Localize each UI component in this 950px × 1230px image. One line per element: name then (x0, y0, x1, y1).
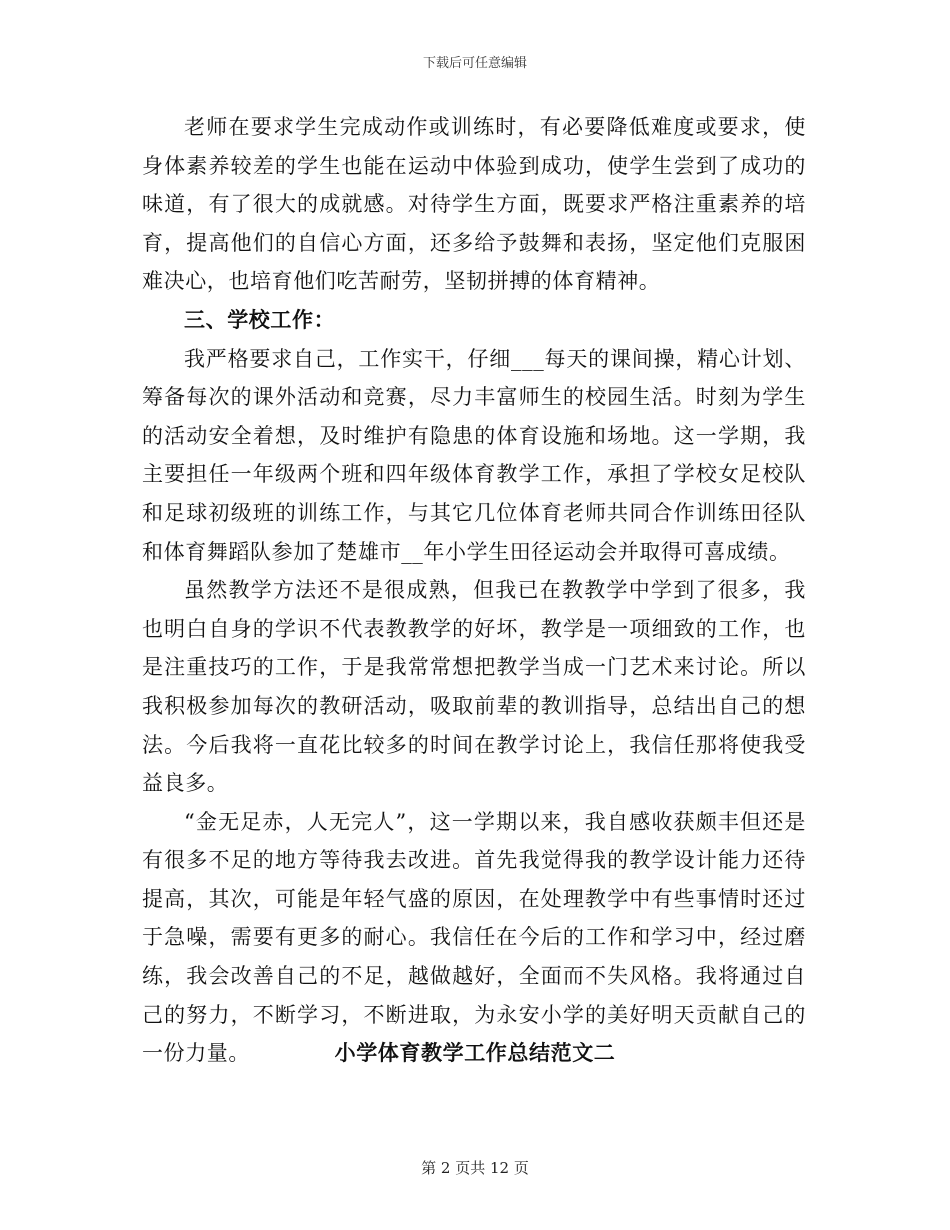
page-header: 下载后可任意编辑 (422, 56, 527, 71)
paragraph-self-reflection: “金无足赤，人无完人”，这一学期以来，我自感收获颇丰但还是有很多不足的地方等待我去改进。首先我觉得我的教学设计能力还待提高，其次，可能是年轻气盛的原因，在处理教学中有些事情时还过于急噪，需要有更多的耐心。我信任在今后的工作和学习中，经过磨练，我会改善自己的不足，越做越好，全面而不失风格。我将通过自己的努力，不断学习，不断进取，为永安小学的美好明天贡献自己的一份力量。 (142, 809, 806, 1066)
section-title: 小学体育教学工作总结范文二 (334, 1040, 616, 1065)
paragraph-school-work: 我严格要求自己，工作实干，仔细___每天的课间操，精心计划、筹备每次的课外活动和竞赛，尽力丰富师生的校园生活。时刻为学生的活动安全着想，及时维护有隐患的体育设施和场地。这一学期，我主要担任一年级两个班和四年级体育教学工作，承担了学校女足校队和足球初级班的训练工作，与其它几位体育老师共同合作训练田径队和体育舞蹈队参加了楚雄市__年小学生田径运动会并取得可喜成绩。 (142, 346, 806, 564)
paragraph-teaching-approach: 老师在要求学生完成动作或训练时，有必要降低难度或要求，使身体素养较差的学生也能在运动中体验到成功，使学生尝到了成功的味道，有了很大的成就感。对待学生方面，既要求严格注重素养的培育，提高他们的自信心方面，还多给予鼓舞和表扬，坚定他们克服困难决心，也培育他们吃苦耐劳，坚韧拼搏的体育精神。 (142, 115, 806, 294)
document-body (142, 108, 806, 1073)
section-heading-school-work: 三、学校工作： (184, 306, 336, 332)
page-footer: 第 2 页共 12 页 (421, 1159, 529, 1177)
paragraph-teaching-methods: 虽然教学方法还不是很成熟，但我已在教教学中学到了很多，我也明白自身的学识不代表教教学的好坏，教学是一项细致的工作，也是注重技巧的工作，于是我常常想把教学当成一门艺术来讨论。所以我积极参加每次的教研活动，吸取前辈的教训指导，总结出自己的想法。今后我将一直花比较多的时间在教学讨论上，我信任那将使我受益良多。 (142, 578, 806, 796)
